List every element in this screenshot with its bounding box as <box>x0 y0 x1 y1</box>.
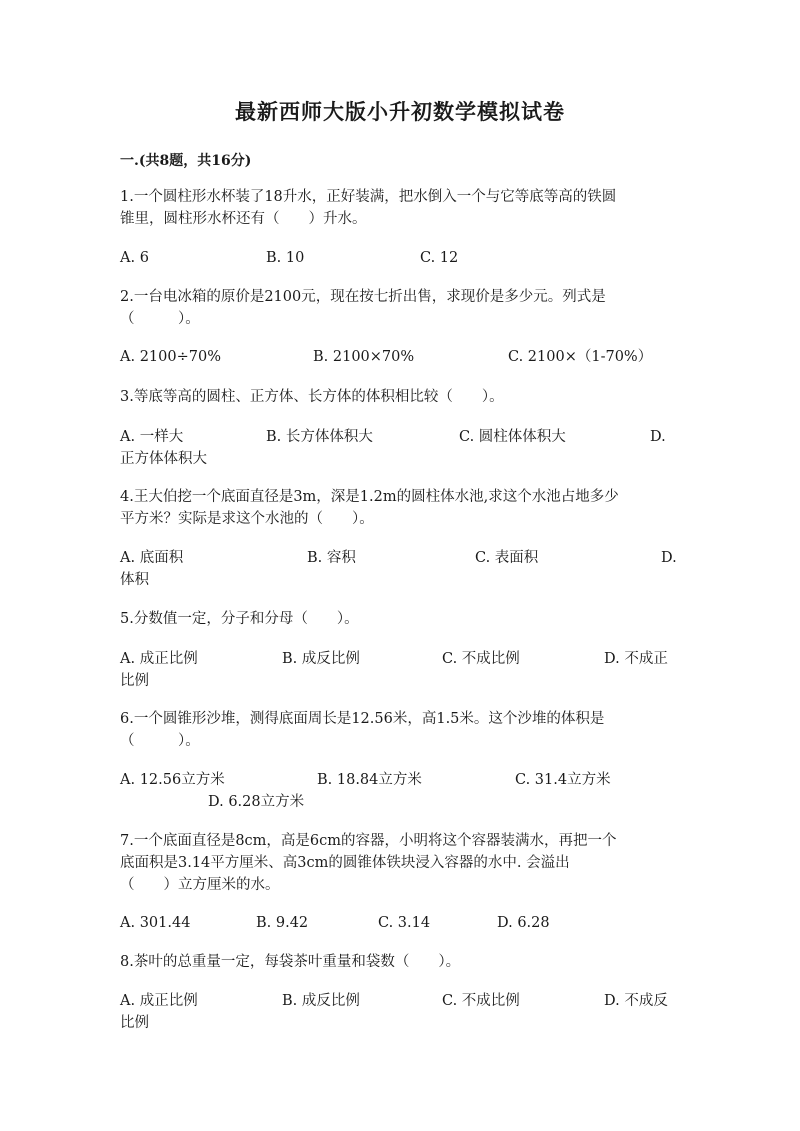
option-b: B. 9.42 <box>256 915 309 931</box>
question-8-line-1: 8.茶叶的总重量一定，每袋茶叶重量和袋数（ ）。 <box>120 954 461 970</box>
option-c: C. 31.4立方米 <box>515 772 611 788</box>
question-3 <box>120 386 680 408</box>
question-4 <box>120 486 680 530</box>
question-6-line-2: （ ）。 <box>120 733 200 749</box>
option-b: B. 长方体体积大 <box>266 429 373 445</box>
option-a: A. 2100÷70% <box>120 349 221 365</box>
option-d-continued: 比例 <box>120 1015 149 1031</box>
question-2-line-1: 2.一台电冰箱的原价是2100元，现在按七折出售，求现价是多少元。列式是 <box>120 289 606 305</box>
question-1-line-1: 1.一个圆柱形水杯装了18升水，正好装满，把水倒入一个与它等底等高的铁圆 <box>120 189 617 205</box>
option-b: B. 18.84立方米 <box>317 772 422 788</box>
question-7 <box>120 830 680 896</box>
option-c: C. 不成比例 <box>442 651 520 667</box>
option-c: C. 圆柱体体积大 <box>459 429 566 445</box>
option-b: B. 成反比例 <box>282 993 360 1009</box>
option-d-continued: 正方体体积大 <box>120 451 207 467</box>
question-4-line-2: 平方米？实际是求这个水池的（ ）。 <box>120 511 374 527</box>
option-c: C. 3.14 <box>378 915 431 931</box>
option-c: C. 2100×（1-70%） <box>508 349 653 365</box>
question-6 <box>120 708 680 752</box>
option-d: D. 6.28立方米 <box>208 794 305 810</box>
page-title: 最新西师大版小升初数学模拟试卷 <box>235 99 565 124</box>
question-6-line-1: 6.一个圆锥形沙堆，测得底面周长是12.56米，高1.5米。这个沙堆的体积是 <box>120 711 605 727</box>
question-6-options <box>120 769 680 791</box>
question-1-options <box>120 247 680 269</box>
question-5-line-1: 5.分数值一定，分子和分母（ ）。 <box>120 611 359 627</box>
option-d: D. <box>650 429 666 445</box>
option-c: C. 表面积 <box>475 550 539 566</box>
option-c: C. 12 <box>420 250 459 266</box>
question-8-options <box>120 990 680 1012</box>
option-a: A. 成正比例 <box>120 651 198 667</box>
question-7-options <box>120 912 680 934</box>
question-4-options <box>120 547 680 569</box>
question-7-line-3: （ ）立方厘米的水。 <box>120 877 280 893</box>
question-7-line-1: 7.一个底面直径是8cm，高是6cm的容器，小明将这个容器装满水，再把一个 <box>120 833 617 849</box>
option-c: C. 不成比例 <box>442 993 520 1009</box>
option-a: A. 一样大 <box>120 429 184 445</box>
question-2 <box>120 286 680 330</box>
question-2-options <box>120 346 680 368</box>
option-d: D. <box>661 550 677 566</box>
option-b: B. 成反比例 <box>282 651 360 667</box>
question-3-options <box>120 426 680 448</box>
question-4-line-1: 4.王大伯挖一个底面直径是3m，深是1.2m的圆柱体水池,求这个水池占地多少 <box>120 489 619 505</box>
option-a: A. 成正比例 <box>120 993 198 1009</box>
option-d-continued: 体积 <box>120 572 149 588</box>
question-1-line-2: 锥里，圆柱形水杯还有（ ）升水。 <box>120 211 367 227</box>
question-8 <box>120 951 680 973</box>
question-5 <box>120 608 680 630</box>
option-a: A. 底面积 <box>120 550 184 566</box>
option-d-continued: 比例 <box>120 673 149 689</box>
section-heading: 一.(共8题，共16分) <box>120 153 252 169</box>
option-b: B. 2100×70% <box>313 349 415 365</box>
option-b: B. 容积 <box>307 550 356 566</box>
question-5-options <box>120 648 680 670</box>
option-b: B. 10 <box>266 250 305 266</box>
option-d: D. 不成正 <box>604 651 668 667</box>
question-1 <box>120 186 680 230</box>
question-2-line-2: （ ）。 <box>120 311 200 327</box>
option-a: A. 12.56立方米 <box>120 772 225 788</box>
option-a: A. 301.44 <box>120 915 191 931</box>
option-d: D. 不成反 <box>604 993 668 1009</box>
option-d: D. 6.28 <box>497 915 550 931</box>
question-7-line-2: 底面积是3.14平方厘米、高3cm的圆锥体铁块浸入容器的水中. 会溢出 <box>120 855 570 871</box>
question-3-line-1: 3.等底等高的圆柱、正方体、长方体的体积相比较（ ）。 <box>120 389 504 405</box>
option-a: A. 6 <box>120 250 149 266</box>
